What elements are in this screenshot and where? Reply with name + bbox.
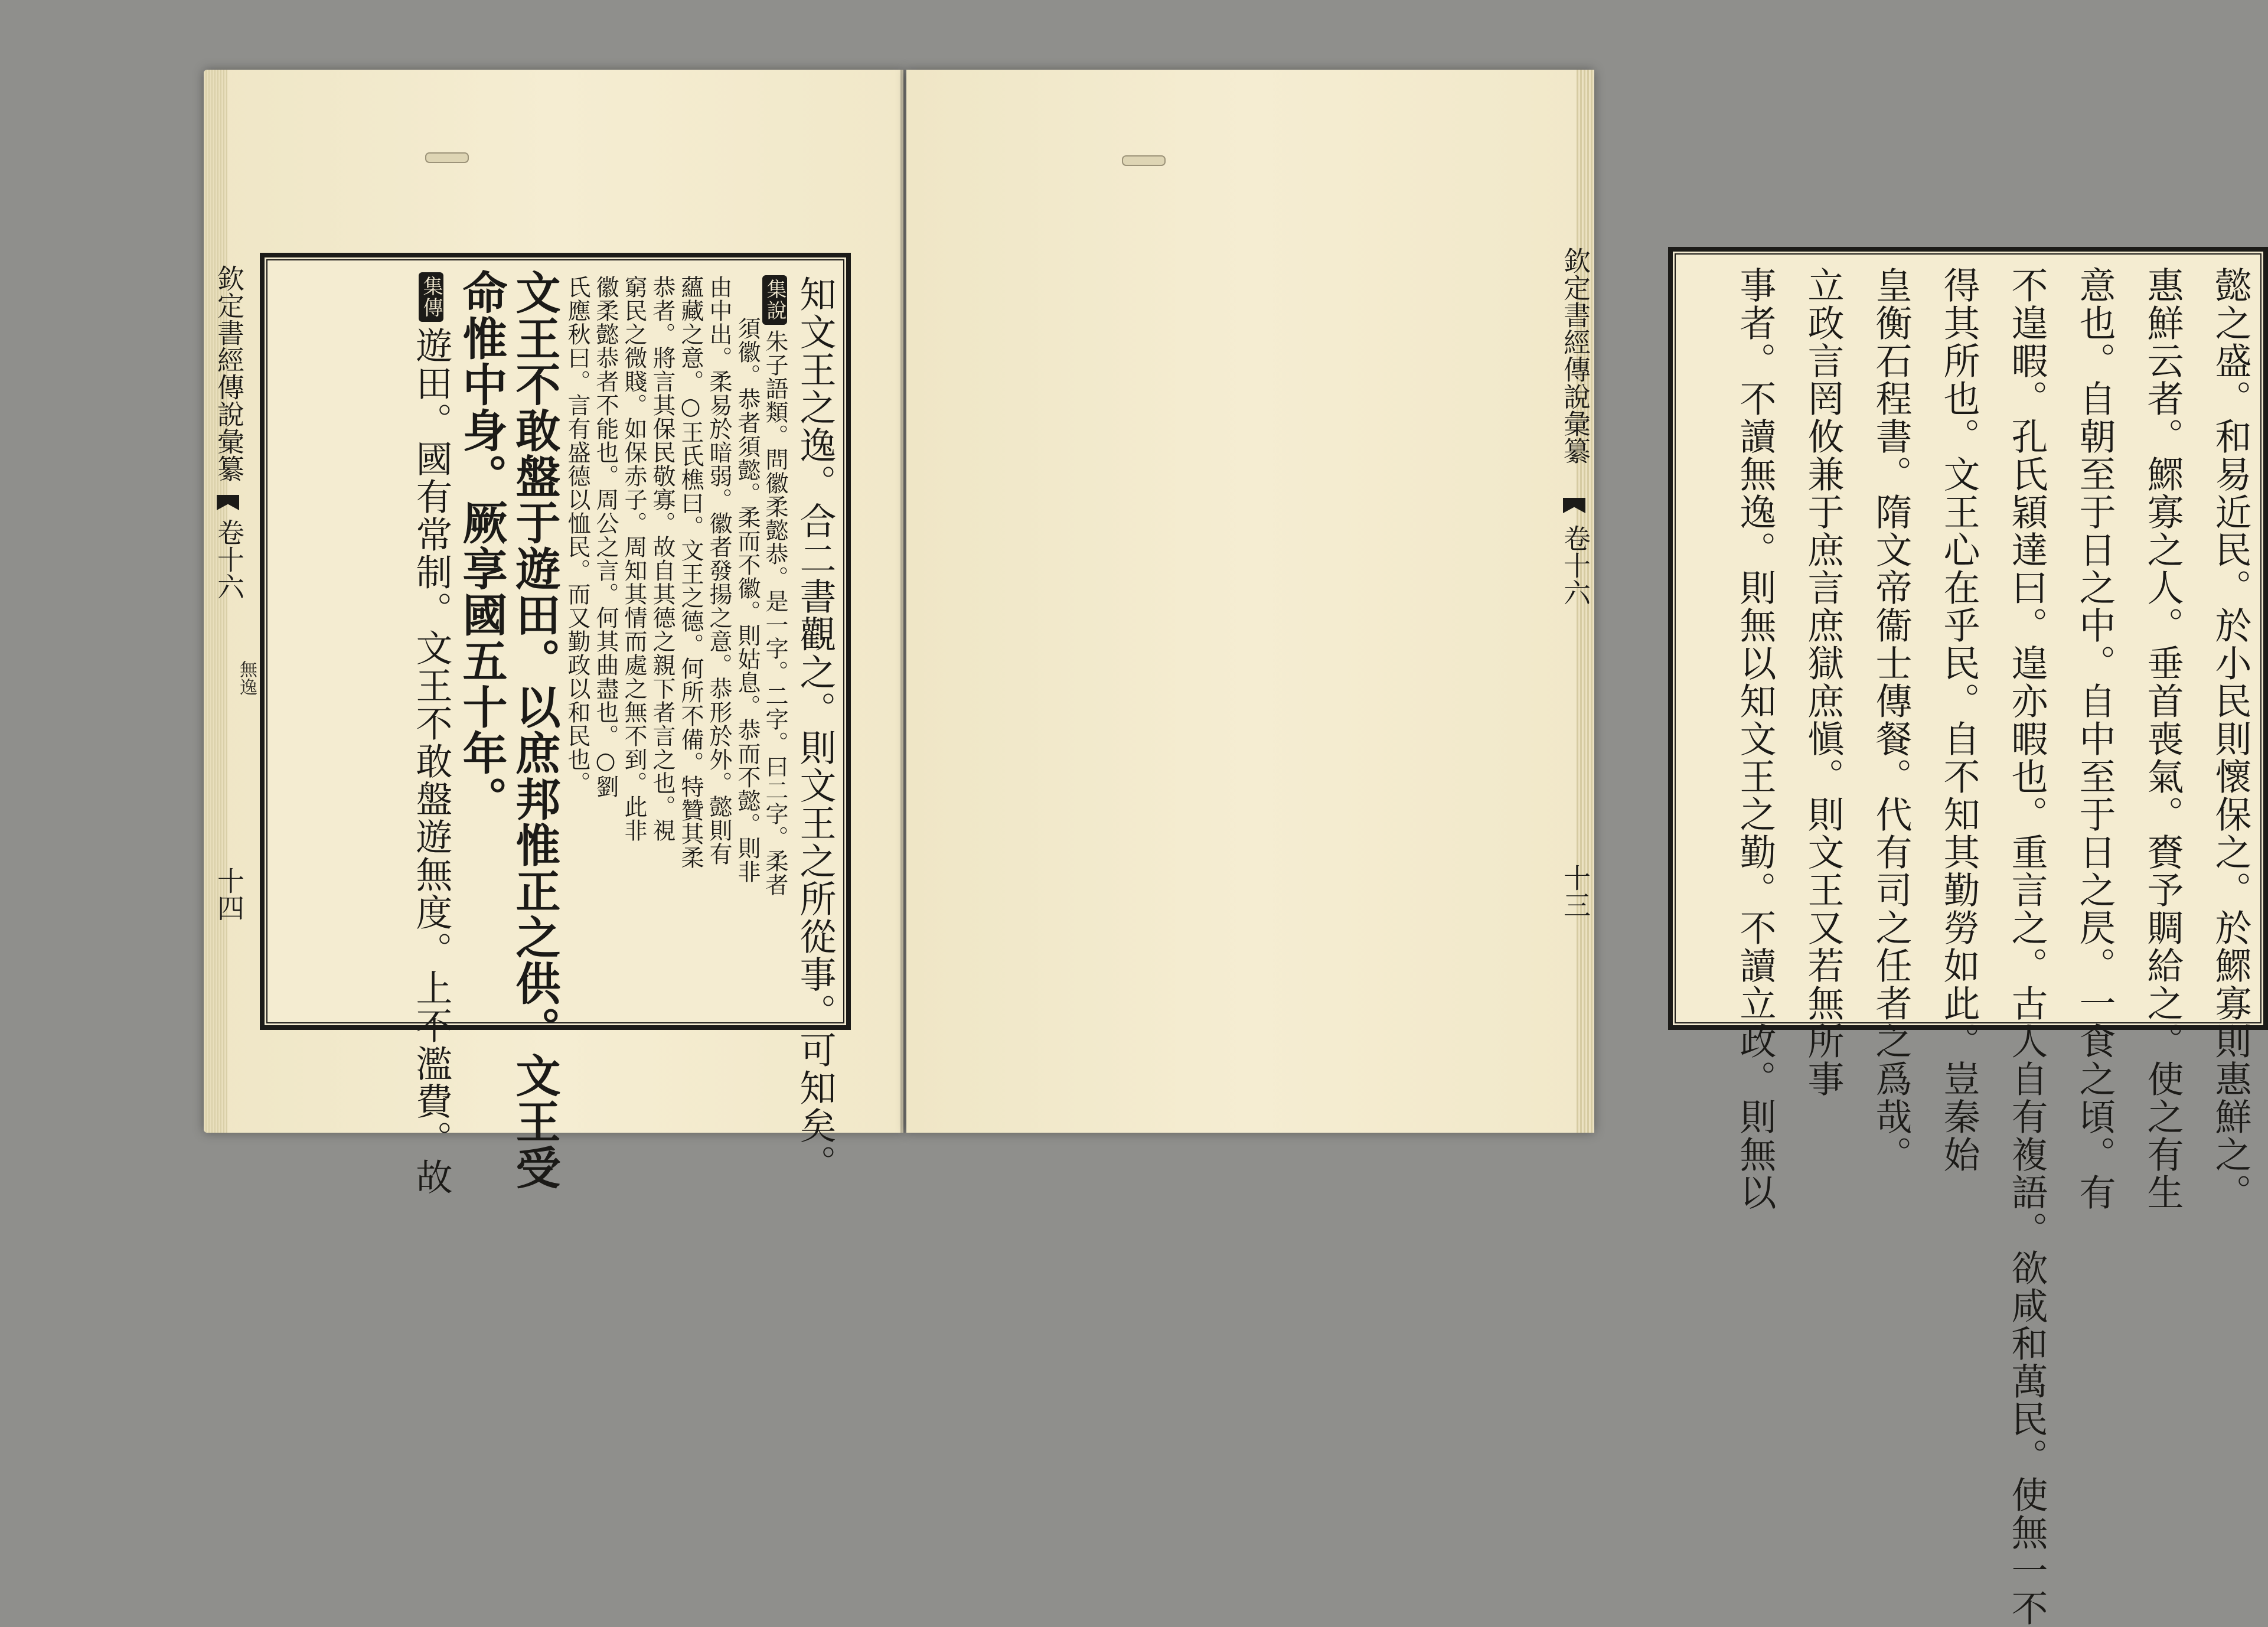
annotation-text: 朱子語類。問徽柔懿恭。是一字。二字。曰二字。柔者 xyxy=(762,330,788,896)
text-column: 窮民之微賤。如保赤子。周知其情而處之無不到。此非 xyxy=(621,275,647,842)
text-column: 蘊藏之意。○王氏樵曰。文王之德。何所不備。特贊其柔 xyxy=(677,275,704,869)
text-column: 懿之盛。和易近民。於小民則懷保之。於鰥寡則惠鮮之。 xyxy=(2209,266,2252,1211)
right-page xyxy=(906,70,2252,1627)
text-column: 文王不敢盤于遊田。以庶邦惟正之供。文王受 xyxy=(508,269,561,1191)
left-margin-title: 欽定書經傳說彙纂 xyxy=(213,265,245,482)
text-column: 徽柔懿恭者不能也。周公之言。何其曲盡也。○劉 xyxy=(592,275,619,798)
text-column xyxy=(410,272,453,1196)
left-page-number: 十四 xyxy=(213,867,245,921)
text-column: 惠鮮云者。鰥寡之人。垂首喪氣。賚予賙給之。使之有生 xyxy=(2141,266,2184,1211)
left-volume: 卷十六 xyxy=(213,519,245,600)
annotation-badge: 集說 xyxy=(762,275,787,325)
text-column: 得其所也。文王心在乎民。自不知其勤勞如此。豈秦始 xyxy=(1937,266,1980,1173)
right-text-frame xyxy=(1668,247,2268,1627)
annotation-badge: 集傳 xyxy=(419,272,443,322)
text-column: 意也。自朝至于日之中。自中至于日之昃。一食之頃。有 xyxy=(2073,266,2116,1211)
binding-thread-icon xyxy=(425,152,469,163)
binding-thread-icon xyxy=(1122,155,1166,166)
text-column: 知文王之逸。合二書觀之。則文王之所從事。可知矣。 xyxy=(794,275,837,1182)
text-column: 不遑暇。孔氏穎達曰。遑亦暇也。重言之。古人自有複語。欲咸和萬民。使無一不 xyxy=(2005,266,2048,1627)
right-margin-title: 欽定書經傳說彙纂 xyxy=(1559,247,1591,464)
text-column: 皇衡石程書。隋文帝衞士傳餐。代有司之任者之爲哉。 xyxy=(1869,266,1913,1173)
text-column: 由中出。柔易於暗弱。徽者發揚之意。恭形於外。懿則有 xyxy=(706,275,732,866)
fish-tail-mark-icon xyxy=(217,495,239,510)
book-spread xyxy=(204,70,2252,1627)
text-column: 恭者。將言其保民敬寡。故自其德之親下者言之也。視 xyxy=(649,275,675,842)
text-column xyxy=(762,275,787,1013)
left-text-frame xyxy=(260,253,851,1196)
left-page xyxy=(204,70,903,1196)
text-column: 氏應秋曰。言有盛德以恤民。而又勤政以和民也。 xyxy=(564,275,590,795)
page-edge xyxy=(204,70,227,1133)
left-chapter: 無逸 xyxy=(236,660,257,696)
annotation-text: 遊田。國有常制。文王不敢盤遊無度。上不濫費。故 xyxy=(410,327,453,1196)
fish-tail-mark-icon xyxy=(1563,498,1585,513)
right-volume: 卷十六 xyxy=(1559,524,1591,606)
text-column: 命惟中身。厥享國五十年。 xyxy=(455,269,508,822)
right-page-number: 十三 xyxy=(1559,864,1591,918)
text-column: 須徽。恭者須懿。柔而不徽。則姑息。恭而不懿。則非 xyxy=(734,317,761,883)
text-column: 事者。不讀無逸。則無以知文王之勤。不讀立政。則無以 xyxy=(1734,266,1777,1211)
text-column: 立政言罔攸兼于庶言庶獄庶愼。則文王又若無所事 xyxy=(1802,266,1845,1098)
